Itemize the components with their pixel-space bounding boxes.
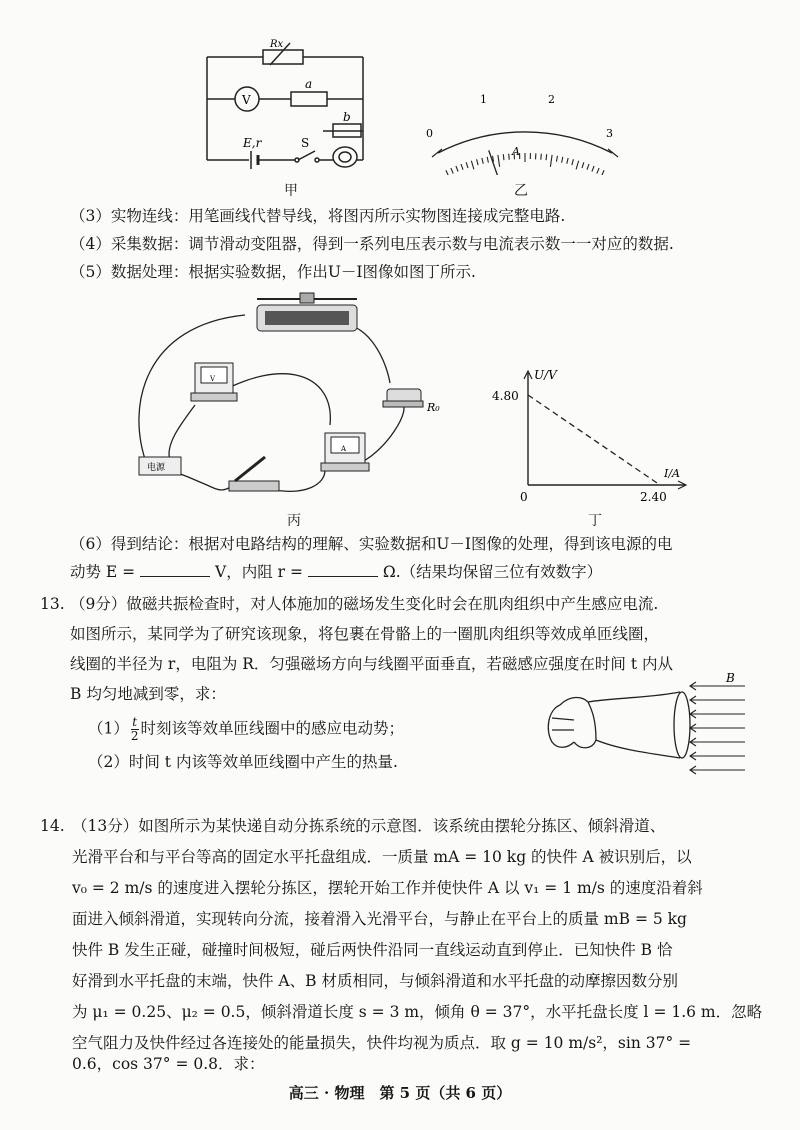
caption-bing: 丙: [287, 513, 301, 529]
page-footer: 高三 · 物理 第 5 页（共 6 页）: [288, 1084, 512, 1102]
emf-answer-blank[interactable]: [140, 562, 210, 577]
resistance-answer-blank[interactable]: [308, 562, 378, 577]
scale-arc: [438, 132, 612, 153]
rx-label: Rx: [270, 39, 284, 50]
y-axis-label: U/V: [534, 368, 557, 382]
q13-line1: （9分）做磁共振检查时，对人体施加的磁场发生变化时会在肌肉组织中产生感应电流.: [70, 595, 659, 613]
step-5-text: （5）数据处理：根据实验数据，作出U－I图像如图丁所示.: [70, 263, 476, 281]
scale-tick: [487, 157, 488, 163]
origin-label: 0: [520, 490, 528, 504]
q14-number: 14.: [40, 817, 65, 835]
voltmeter-label: V: [242, 93, 251, 107]
scale-tick: [446, 170, 451, 175]
scale-tick: [477, 159, 479, 165]
scale-label-3: 3: [606, 127, 613, 140]
scale-tick: [498, 155, 500, 167]
ammeter-device-label: A: [341, 445, 347, 453]
scale-tick: [572, 159, 574, 165]
r0-label: R₀: [427, 401, 440, 414]
scale-tick: [576, 161, 579, 170]
q13-sub1: [88, 716, 404, 743]
scale-tick: [592, 166, 594, 172]
caption-ding: 丁: [588, 513, 602, 529]
circuit-diagram-jia: [195, 35, 385, 175]
step-6-r-label: V，内阻 r =: [215, 563, 303, 581]
knife-switch: [229, 457, 279, 491]
q13-line3: 线圈的半径为 r，电阻为 R．匀强磁场方向与线圈平面垂直，若磁感应强度在时间 t 内从: [70, 655, 674, 673]
scale-tick: [456, 166, 458, 172]
scale-label-1: 1: [480, 93, 487, 106]
step-3-text: （3）实物连线：用笔画线代替导线，将图丙所示实物图连接成完整电路.: [70, 207, 566, 225]
step-6-line1: （6）得到结论：根据对电路结构的理解、实验数据和U－I图像的处理，得到该电源的电: [70, 535, 673, 553]
x-tick-label: 2.40: [640, 490, 667, 504]
q13-sub1-prefix: （1）: [88, 719, 129, 738]
scale-tick: [509, 154, 510, 160]
scale-tick: [597, 168, 599, 174]
wiring-diagram-bing: [125, 285, 445, 505]
y-tick-label: 4.80: [492, 389, 519, 403]
scale-tick: [556, 156, 557, 162]
ammeter-device: [321, 433, 369, 471]
scale-tick: [466, 162, 468, 168]
q14-line1: （13分）如图所示为某快递自动分拣系统的示意图．该系统由摆轮分拣区、倾斜滑道、: [72, 817, 666, 835]
scale-tick: [599, 170, 604, 175]
q14-line4: 面进入倾斜滑道，实现转向分流，接着滑入光滑平台，与静止在平台上的质量 mB = 5 kg: [72, 910, 687, 928]
scale-tick: [461, 164, 463, 170]
step-6-line2: [70, 561, 602, 583]
a-label: a: [305, 77, 313, 91]
b-label: b: [343, 110, 351, 124]
scale-tick: [503, 154, 504, 160]
caption-yi: 乙: [514, 183, 528, 199]
q14-line2: 光滑平台和与平台等高的固定水平托盘组成．一质量 mA = 10 kg 的快件 A 被识别后，以: [72, 848, 692, 866]
caption-jia: 甲: [284, 183, 298, 199]
scale-tick: [546, 154, 547, 160]
pointer-label: A: [512, 145, 520, 158]
battery-label: 电源: [147, 463, 166, 473]
scale-tick: [541, 154, 542, 160]
scale-tick: [550, 155, 552, 167]
fraction-t-over-2: $\frac{t}{2}$: [130, 715, 139, 743]
ui-graph-ding: [490, 365, 700, 515]
q14-line7: 为 μ₁ = 0.25、μ₂ = 0.5，倾斜滑道长度 s = 3 m，倾角 θ = 37°，水平托盘长度 l = 1.6 m．忽略: [72, 1003, 763, 1021]
q13-sub1-text: 时刻该等效单匝线圈中的感应电动势；: [140, 719, 405, 738]
q13-number: 13.: [40, 595, 65, 613]
source-label: E,r: [243, 136, 262, 150]
arm-magnetic-field-figure: [540, 670, 750, 775]
scale-tick: [567, 158, 568, 164]
fixed-resistor-r0: [383, 389, 440, 414]
field-b-label: B: [726, 671, 735, 685]
scale-tick: [562, 157, 563, 163]
scale-label-2: 2: [548, 93, 555, 106]
q14-line6: 好滑到水平托盘的末端，快件 A、B 材质相同，与倾斜滑道和水平托盘的动摩擦因数分别: [72, 972, 678, 990]
voltmeter-device-label: V: [210, 375, 216, 383]
step-6-note: Ω.（结果均保留三位有效数字）: [382, 563, 603, 581]
x-axis-label: I/A: [664, 467, 680, 480]
step-6-emf-label: 动势 E =: [70, 563, 136, 581]
scale-tick: [482, 158, 483, 164]
switch-label: S: [301, 136, 310, 150]
q13-line4: B 均匀地减到零，求：: [70, 685, 226, 703]
q14-line5: 快件 B 发生正碰，碰撞时间极短，碰后两快件沿同一直线运动直到停止．已知快件 B 恰: [72, 941, 673, 959]
scale-tick: [471, 161, 474, 170]
ui-data-line: [528, 395, 660, 485]
voltmeter-device: [191, 363, 237, 401]
step-4-text: （4）采集数据：调节滑动变阻器，得到一系列电压表示数与电流表示数一一对应的数据.: [70, 235, 674, 253]
scale-tick: [582, 162, 584, 168]
scale-tick: [587, 164, 589, 170]
q14-line3: v₀ = 2 m/s 的速度进入摆轮分拣区，摆轮开始工作并使快件 A 以 v₁ = 1 m/s 的速度沿着斜: [72, 879, 703, 897]
slide-rheostat: [257, 293, 357, 331]
meter-scale-yi: [420, 85, 630, 175]
q14-line8: 空气阻力及快件经过各连接处的能量损失，快件均视为质点．取 g = 10 m/s²，sin 37° =: [72, 1034, 692, 1052]
scale-tick: [451, 168, 453, 174]
q13-line2: 如图所示，某同学为了研究该现象，将包裹在骨骼上的一圈肌肉组织等效成单匝线圈，: [70, 625, 660, 643]
meter-pointer: [489, 150, 515, 175]
q13-sub2: （2）时间 t 内该等效单匝线圈中产生的热量.: [88, 753, 398, 771]
battery-box: [139, 457, 181, 475]
scale-label-0: 0: [426, 127, 433, 140]
q14-line9: 0.6，cos 37° = 0.8．求：: [72, 1055, 265, 1073]
